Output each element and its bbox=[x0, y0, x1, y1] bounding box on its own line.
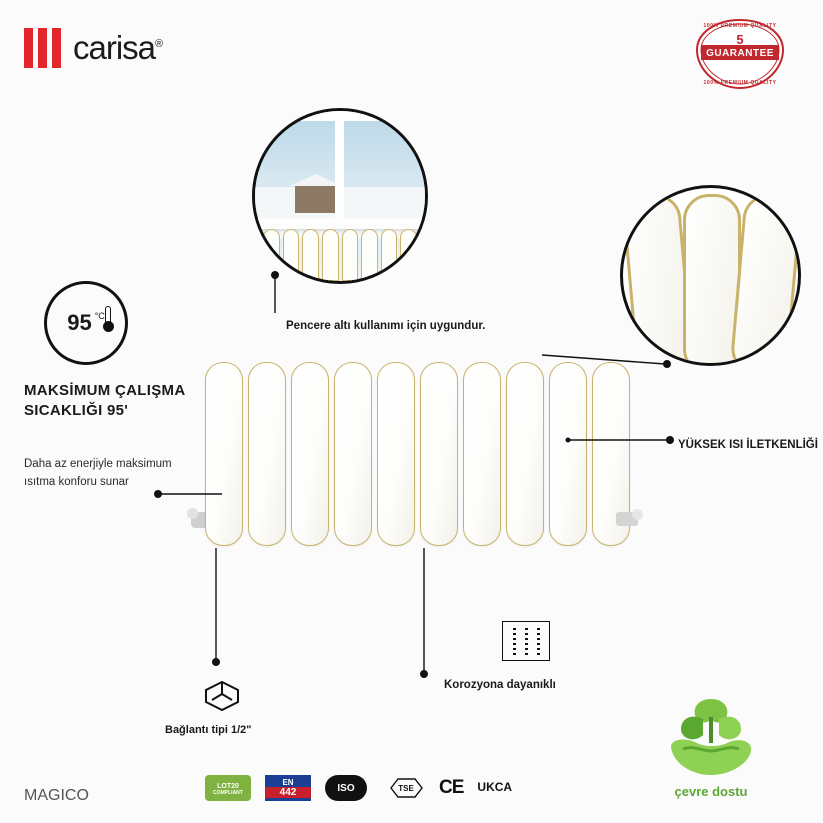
under-window-photo-callout bbox=[252, 108, 428, 284]
radiator-fin bbox=[506, 362, 544, 546]
iso-badge: ISO bbox=[325, 775, 367, 801]
mini-radiator-under-window bbox=[263, 229, 417, 281]
temperature-value: 95 bbox=[67, 310, 92, 335]
en442-badge bbox=[265, 775, 311, 801]
radiator-fin bbox=[291, 362, 329, 546]
guarantee-bottom-text: 100% PREMIUM QUALITY bbox=[703, 80, 777, 86]
eco-friendly-badge bbox=[641, 689, 781, 799]
tse-diamond-icon bbox=[381, 775, 425, 801]
fin-detail-callout bbox=[620, 185, 801, 366]
max-temp-body: Daha az enerjiyle maksimum ısıtma konforu sunar bbox=[24, 458, 172, 488]
guarantee-top-text: 100% PREMIUM QUALITY bbox=[703, 23, 777, 29]
max-temp-heading: MAKSİMUM ÇALIŞMA SICAKLIĞI 95' bbox=[24, 382, 185, 420]
guarantee-label: GUARANTEE bbox=[706, 48, 774, 59]
valve-right-icon bbox=[616, 512, 638, 526]
brand-name-text: carisa bbox=[73, 29, 156, 66]
brand-logo bbox=[24, 28, 162, 68]
lot20-line1: LOT20 bbox=[217, 783, 239, 791]
corrosion-resistant-icon bbox=[502, 621, 550, 661]
max-temperature-badge bbox=[44, 281, 128, 365]
corrosion-label: Korozyona dayanıklı bbox=[444, 679, 556, 691]
hand-holding-plant-icon bbox=[641, 689, 781, 781]
connection-type-label: Bağlantı tipi 1/2" bbox=[165, 724, 252, 736]
brand-name bbox=[73, 29, 162, 67]
ukca-line2: CA bbox=[494, 780, 513, 795]
lot20-badge bbox=[205, 775, 251, 801]
guarantee-badge bbox=[693, 18, 787, 92]
radiator-fin bbox=[334, 362, 372, 546]
ukca-badge bbox=[477, 782, 512, 793]
three-red-bars-logo bbox=[24, 28, 61, 68]
en442-line1: EN bbox=[282, 778, 294, 787]
high-conductivity-label: YÜKSEK ISI İLETKENLİĞİ bbox=[678, 439, 818, 451]
radiator-fin bbox=[205, 362, 243, 546]
ukca-line1: UK bbox=[477, 780, 495, 795]
cabin-shape bbox=[295, 185, 337, 213]
model-name: MAGICO bbox=[24, 787, 89, 804]
window-sill bbox=[255, 218, 425, 229]
connection-fitting-icon bbox=[200, 672, 244, 716]
radiator-fin bbox=[420, 362, 458, 546]
radiator-fin bbox=[463, 362, 501, 546]
en442-line2: 442 bbox=[265, 787, 311, 798]
svg-text:TSE: TSE bbox=[398, 784, 414, 793]
ce-badge: CE bbox=[439, 777, 464, 798]
guarantee-years: 5 bbox=[736, 32, 744, 47]
window-frame-mullion bbox=[335, 111, 344, 223]
radiator-illustration bbox=[205, 362, 620, 548]
radiator-fin bbox=[248, 362, 286, 546]
thermometer-icon bbox=[104, 306, 110, 332]
tse-badge bbox=[381, 775, 425, 801]
radiator-fin bbox=[549, 362, 587, 546]
under-window-label: Pencere altı kullanımı için uygundur. bbox=[286, 320, 486, 332]
registered-mark: ® bbox=[155, 38, 163, 50]
lot20-line2: COMPLIANT bbox=[213, 789, 243, 796]
eco-friendly-label: çevre dostu bbox=[674, 784, 748, 799]
certification-row bbox=[205, 775, 512, 801]
temperature-unit: °C bbox=[94, 311, 105, 321]
radiator-fin bbox=[377, 362, 415, 546]
